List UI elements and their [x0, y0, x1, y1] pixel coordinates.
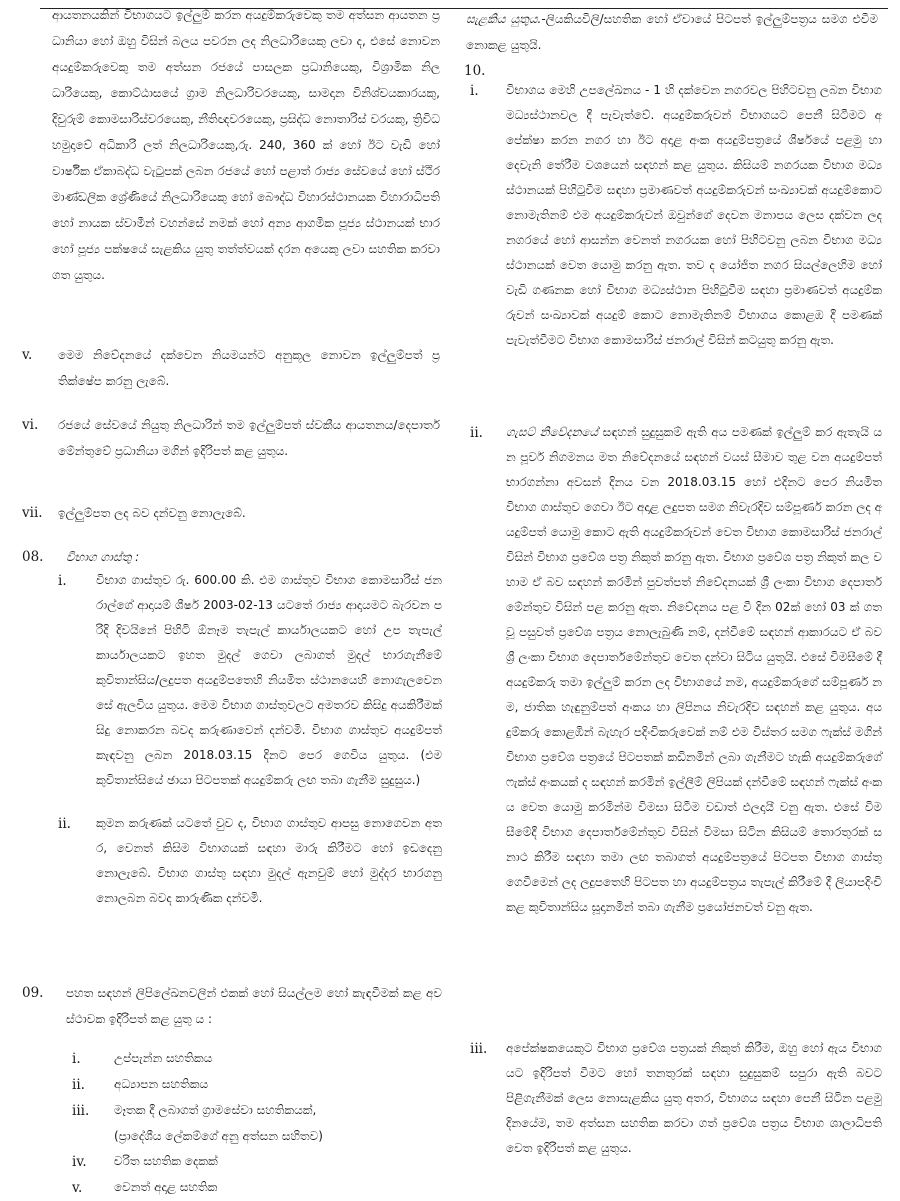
section-number: 08. — [22, 549, 44, 565]
list-text: (ප්‍රාදේශීය ලේකම්ගේ අනු අත්සන සහිතව) — [114, 1129, 323, 1143]
sub-clause-number: i. — [58, 573, 67, 589]
clause-vi — [22, 412, 440, 464]
list-item — [72, 1046, 442, 1072]
clause-number: vii. — [22, 505, 43, 521]
clause-text: රජයේ සේවයේ නියුතු නිලධාරින් තම ඉල්ලුම්පත් ස්වකීය ආයතනය/දෙපාර්තමේන්තුවේ ප්‍රධානියා මගින් ඉදිරිපත් කළ යුතුය. — [58, 418, 440, 458]
clause-text — [506, 420, 882, 920]
list-text: මෑතක දී ලබාගත් ග්‍රාමසේවා සහතිකයක්, — [114, 1103, 317, 1117]
section-09-documents — [22, 980, 442, 1201]
list-item — [72, 1072, 442, 1098]
sub-clause-number: ii. — [58, 816, 71, 832]
list-text: අධ්‍යාපන සහතිකය — [114, 1077, 209, 1091]
section-number: 09. — [22, 985, 44, 1001]
clause-10-i — [470, 78, 882, 353]
sub-clause-text: කුමන කරුණක් යටතේ වුව ද, විභාග ගාස්තුව ආපසු නොගෙවන අතර, වෙනත් කිසිම විභාගයක් සඳහා මාරු කිරීමට හෝ ඉඩදෙනු නොලැබේ. විභාග ගාස්තු සඳහා මුදල් ඇනවුම් හෝ මුද්දර භාරගනු නොලබන බවද කාරුණික දන්වමි. — [96, 816, 442, 905]
list-text: චරිත සහතික දෙකක් — [114, 1154, 218, 1168]
clause-text: මෙම නිවේදනයේ දක්වෙන නියමයන්ට අනුකූල නොවන ඉල්ලුම්පත් ප්‍රතික්ෂේප කරනු ලැබේ. — [58, 348, 440, 388]
clause-number: v. — [22, 347, 33, 363]
section-heading: විභාග ගාස්තු : — [66, 550, 140, 564]
list-number: iv. — [72, 1154, 87, 1170]
list-text: උප්පැන්න සහතිකය — [114, 1051, 213, 1065]
list-text: වෙනත් අදාළ සහතික — [114, 1180, 218, 1194]
note-text: -ලියකියවිලි/සහතික හෝ ඒවායේ පිටපත් ඉල්ලුම්පත්‍රය සමග එවීම නොකළ යුතුයි. — [466, 12, 878, 52]
fee-clause-ii — [58, 811, 442, 911]
clause-number: i. — [470, 83, 479, 99]
list-number — [72, 1124, 114, 1149]
clause-text: විභාගය මෙහි උපලේඛනය - 1 හි දක්වෙන නගරවල පිහිටවනු ලබන විභාග මධ්‍යස්ථානවල දී පැවැත්වේ. අයදුම්කරුවන් විභාගයට පෙනී සිටීමට අපේක්ෂා කරන නගර හා ඊට අදාළ අංක අයදුම්පත්‍රයේ ශීර්ෂයේ පළමු හා දෙවැනි තේරීම වශයෙන් සඳහන් කළ යුතුය. කිසියම් නගරයක විභාග මධ්‍යස්ථානයක් පිහිටුවීම සඳහා ප්‍රමාණවත් අයදුම්කරුවන් සංඛ්‍යාවක් අයදුම්කොට නොමැතිනම් එම අයදුම්කරුවන් ඔවුන්ගේ දෙවන මනාපය ලෙස දක්වන ලද නගරයේ හෝ ආසන්න වෙනත් නගරයක හෝ පිහිටවනු ලබන විභාග මධ්‍යස්ථානයක් වෙත යොමු කරනු ඇත. තව ද යෝජිත නගර සියල්ලෙහිම හෝ වැඩි ගණනක හෝ විභාග මධ්‍යස්ථාන පිහිටුවීම සඳහා ප්‍රමාණවත් අයදුම්කරුවන් සංඛ්‍යාවක් අයදුම් කොට නොමැතිනම් විභාගය කොළඹ දී පමණක් පැවැත්වීමට විභාග කොමසාරිස් ජනරාල් විසින් කටයුතු කරනු ඇත. — [506, 83, 882, 347]
list-number: ii. — [72, 1077, 85, 1093]
list-item — [72, 1149, 442, 1175]
section-08-exam-fees — [22, 544, 442, 911]
clause-number: vi. — [22, 417, 39, 433]
section-text: පහත සඳහන් ලිපිලේඛනවලින් එකක් හෝ සියල්ලම හෝ කැඳවීමක් කළ අවස්ථාවක ඉදිරිපත් කළ යුතු ය : — [66, 986, 442, 1026]
clause-vii — [22, 500, 440, 526]
list-number: v. — [72, 1180, 83, 1196]
clause-number: ii. — [470, 425, 483, 441]
documents-note — [466, 6, 878, 58]
list-number: i. — [72, 1051, 81, 1067]
section-number-10: 10. — [464, 63, 486, 79]
sub-clause-text: විභාග ගාස්තුව රු. 600.00 කි. එම ගාස්තුව විභාග කොමසාරිස් ජනරාල්ගේ ආදායම් ශීර්ෂ 2003-02-13 යටතේ රාජ්‍ය ආදායමට බැරවන පරිදි දිවයිනේ පිහිටි ඕනෑම තැපැල් කාර්යාලයකට හෝ උප තැපැල් කාර්යාලයකට ඉහත මුදල් ගෙවා ලබාගත් මුදල් භාරගැනීමේ කුවිතාන්සිය/ලදුපත අයදුම්පතෙහි නියමිත ස්ථානයෙහි නොගැලවෙන සේ ඇලවිය යුතුය. මෙම විභාග ගාස්තුවලට අමතරව කිසිදු අයකිරීමක් සිදු නොකරන බවද කරුණාවෙන් දන්වමි. විභාග ගාස්තුව අයදුම්පත් කැඳවනු ලබන 2018.03.15 දිනට පෙර ගෙවිය යුතුය. (එම කුවිතාන්සියේ ඡායා පිටපතක් අයදුම්කරු ලඟ තබා ගැනීම සුදුසුය.) — [96, 573, 442, 787]
clause-10-iii — [470, 1036, 882, 1161]
clause-10-ii — [470, 420, 882, 920]
clause-text: ඉල්ලුම්පත ලද බව දන්වනු නොලැබේ. — [58, 506, 246, 520]
required-documents-list — [72, 1046, 442, 1201]
clause-number: iii. — [470, 1041, 488, 1057]
clause-lead: ගැසට් නිවේදනයේ — [506, 425, 599, 439]
list-item — [72, 1124, 442, 1149]
clause-body: සඳහන් සුදුසුකම් ඇති අය පමණක් ඉල්ලුම් කර ඇතැයි යන පූර්ව නිගමනය මත නිවේදනයේ සඳහන් වයස් සීමාව තුළ වන අයදුම්පත් භාරගන්නා අවසන් දිනය වන 2018.03.15 හෝ එදිනට පෙර නියමිත විභාග ගාස්තුව ගෙවා ඊට අදාළ ලදුපත සමග නිවැරදිව සම්පූර්ණ කරන ලද අයදුම්පත් යොමු කොට ඇති අයදුම්කරුවන් වෙත විභාග කොමසාරිස් ජනරාල් විසින් විභාග ප්‍රවේශ පත්‍ර නිකුත් කරනු ඇත. විභාග ප්‍රවේශ පත්‍ර නිකුත් කල වහාම ඒ බව සඳහන් කරමින් පුවත්පත් නිවේදනයක් ශ්‍රී ලංකා විභාග දෙපාර්තමේන්තුව විසින් පළ කරනු ඇත. නිවේදනය පළ වී දින 02ක් හෝ 03 ක් ගත වූ පසුවත් ප්‍රවේශ පත්‍රය නොලැබුණි නම්, දන්වීමේ සඳහන් ආකාරයට ඒ බව ශ්‍රී ලංකා විභාග දෙපාර්තමේන්තුව වෙත දන්වා සිටිය යුතුයි. එසේ විමසීමේ දී අයදුම්කරු තමා ඉල්ලුම් කරන ලද විභාගයේ නම, අයදුම්කරුගේ සම්පූර්ණ නම, ජාතික හැඳුනුම්පත් අංකය හා ලිපිනය නිවැරදිව සඳහන් කළ යුතුය. අයදුම්කරු කොළඹින් බැහැර පදිංචිකරුවෙක් නම් එම විස්තර සමග ෆැක්ස් මගින් විභාග ප්‍රවේශ පත්‍රයේ පිටපතක් කඩිනමින් ලබා ගැනීමට හැකි අයදුම්කරුගේ ෆැක්ස් අංකයක් ද සඳහන් කරමින් ඉල්ලීම් ලිපියක් දන්වීමේ සඳහන් ෆැක්ස් අංකය වෙත යොමු කරමින්ම විමසා සිටීම වඩාත් ඵලදායී වනු ඇත. එසේ විමසීමේදී විභාග දෙපාර්තමේන්තුව විසින් විමසා සිටින කිසියම් තොරතුරක් සනාථ කිරීම සඳහා තමා ලඟ තබාගත් අයදුම්පත්‍රයේ පිටපත විභාග ගාස්තු ගෙවීමෙන් ලද ලදුපතෙහි පිටපත හා අයදුම්පත්‍රය තැපැල් කිරීමේ දී ලියාපදිංචි කළ කුවිතාන්සිය සූදානමින් තබා ගැනීම ප්‍රයෝජනවත් වනු ඇත. — [506, 425, 882, 914]
eligibility-certification-paragraph: ආයතනයකින් විභාගයට ඉල්ලුම් කරන අයදුම්කරුවෙකු තම අත්සන ආයතන ප්‍රධානියා හෝ ඔහු විසින් බලය පවරන ලද නිලධාරියෙකු ලවා ද, එසේ නොවන අයදුම්කරුවෙකු තම අත්සන රජයේ පාසලක ප්‍රධානියෙකු, විශ්‍රාමික නිලධාරියෙකු, කොට්ඨාසයේ ග්‍රාම නිලධාරිවරයෙකු, සාමදාන විනිශ්චයකාරයකු, දිවුරුම් කොමසාරිස්වරයෙකු, නීතිඥවරයෙකු, ප්‍රසිද්ධ නොතාරිස් වරයකු, ත්‍රිවිධ හමුදාවේ අධිකාරි ලත් නිලධාරියෙකු,රු. 240, 360 ක් හෝ ඊට වැඩි හෝ වාර්ෂික ඒකාබද්ධ වැටුපක් ලබන රජයේ හෝ පළාත් රාජ්‍ය සේවයේ හෝ ස්ථිර මාණ්ඩලික ශ්‍රේණියේ නිලධාරියෙකු හෝ බෞද්ධ විහාරස්ථානයක විහාරාධිපති හෝ නායක ස්වාමීන් වහන්සේ නමක් හෝ අන්‍ය ආගමික පූජ්‍ය ස්ථානයක් භාර හෝ පූජ්‍ය පක්ෂයේ සැළකිය යුතු තත්ත්වයක් දරන අයෙකු ලවා සහතික කරවා ගත යුතුය. — [52, 8, 440, 282]
note-lead: සැළකිය යුතුය. — [466, 12, 542, 26]
fee-clause-i — [58, 568, 442, 793]
list-item — [72, 1098, 442, 1124]
clause-v — [22, 342, 440, 394]
list-item — [72, 1175, 442, 1201]
clause-text: අපේක්ෂකයෙකුට විභාග ප්‍රවේශ පත්‍රයක් නිකුත් කිරීම, ඔහු හෝ ඇය විභාගයට ඉදිරිපත් වීමට හෝ තනතුරක් සඳහා සුදුසුකම් සපුරා ඇති බවට පිළිගැනීමක් ලෙස නොසැළකිය යුතු අතර, විභාගය සඳහා පෙනී සිටින පළමු දිනයේම, තම අත්සන සහතික කරවා ගත් ප්‍රවේශ පත්‍රය විභාග ශාලාධිපති වෙත ඉදිරිපත් කළ යුතුය. — [506, 1041, 882, 1155]
list-number: iii. — [72, 1103, 90, 1119]
